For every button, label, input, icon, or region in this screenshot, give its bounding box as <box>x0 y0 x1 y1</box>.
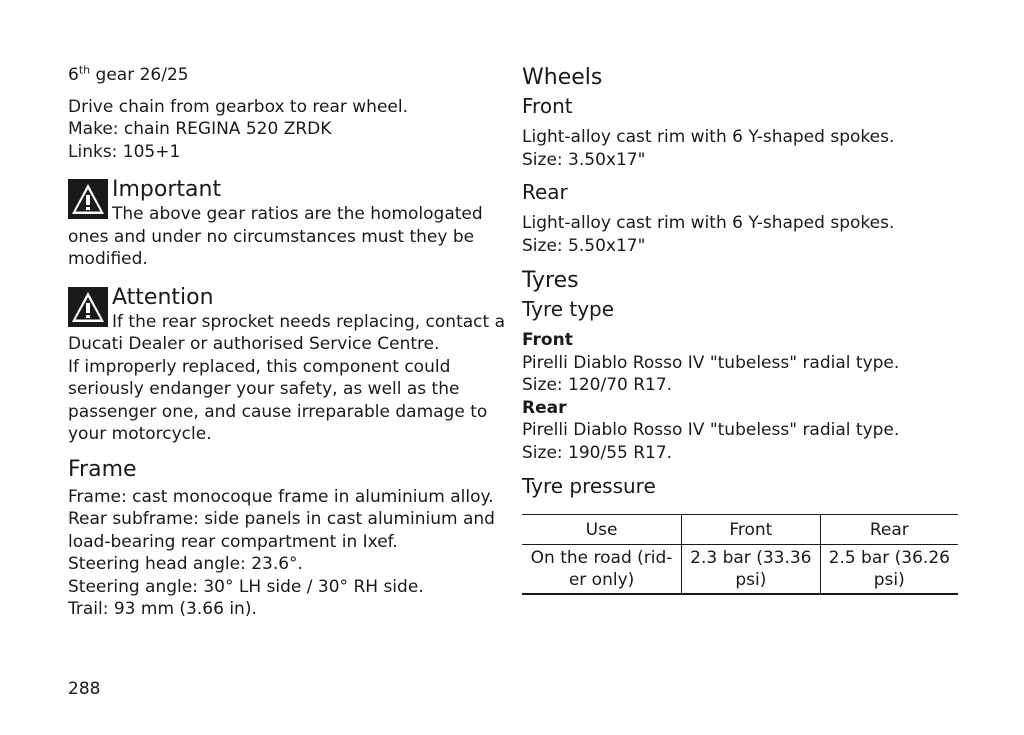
attention-notice <box>68 284 506 446</box>
wheels-rear-subheading: Rear <box>522 180 568 204</box>
cell-line: er only) <box>568 570 635 590</box>
chain-line: Drive chain from gearbox to rear wheel. <box>68 96 408 117</box>
frame-spec-line: Trail: 93 mm (3.66 in). <box>68 599 257 619</box>
wheels-heading: Wheels <box>522 65 603 90</box>
attention-text: If improperly replaced, this component could <box>68 356 451 377</box>
tyres-heading: Tyres <box>522 268 579 293</box>
table-header-row <box>522 515 958 545</box>
attention-text: If the rear sprocket needs replacing, contact a <box>112 311 506 332</box>
frame-section <box>68 456 500 621</box>
wheels-front-line: Light-alloy cast rim with 6 Y-shaped spokes. <box>522 127 895 147</box>
important-title: Important <box>112 177 222 202</box>
warning-triangle-icon <box>68 287 108 327</box>
gear-ordinal-suffix: th <box>78 63 91 77</box>
column-header-front: Front <box>682 515 820 545</box>
table-cell-front <box>682 545 820 595</box>
gear-number: 6 <box>68 65 79 85</box>
attention-text: passenger one, and cause irreparable damage to <box>68 401 488 422</box>
left-column <box>68 63 506 621</box>
cell-line: 2.5 bar (36.26 <box>828 548 950 568</box>
tyre-rear-label: Rear <box>522 397 567 418</box>
table-row <box>522 545 958 595</box>
tyre-type-subheading: Tyre type <box>522 297 615 321</box>
important-text: The above gear ratios are the homologated <box>112 204 483 224</box>
important-notice <box>68 177 500 271</box>
page-number: 288 <box>68 679 101 699</box>
table-cell-use <box>522 545 682 595</box>
chain-line: Make: chain REGINA 520 ZRDK <box>68 119 332 139</box>
attention-text: seriously endanger your safety, as well as the <box>68 379 460 399</box>
wheels-section <box>522 64 958 257</box>
tyre-rear-line: Pirelli Diablo Rosso IV "tubeless" radial type. <box>522 420 900 440</box>
column-header-rear: Rear <box>869 519 909 540</box>
wheels-front-subheading: Front <box>522 94 573 118</box>
wheels-front-spec <box>522 126 958 171</box>
frame-spec-line: load-bearing rear compartment in Ixef. <box>68 531 398 552</box>
attention-text: your motorcycle. <box>68 424 212 444</box>
cell-line: 2.3 bar (33.36 <box>690 548 812 568</box>
wheels-rear-line: Light-alloy cast rim with 6 Y-shaped spokes. <box>522 213 895 233</box>
table-cell-rear <box>820 545 958 595</box>
wheels-rear-spec <box>522 212 958 257</box>
frame-spec-line: Rear subframe: side panels in cast aluminium and <box>68 509 495 529</box>
attention-text: Ducati Dealer or authorised Service Centre. <box>68 334 440 354</box>
tyre-pressure-subheading: Tyre pressure <box>522 474 656 498</box>
important-text: modified. <box>68 249 148 269</box>
column-header-use: Use <box>522 515 682 545</box>
gear-ratio-text: gear 26/25 <box>90 65 189 85</box>
frame-spec-line: Steering head angle: 23.6°. <box>68 554 303 574</box>
tyre-front-line: Pirelli Diablo Rosso IV "tubeless" radial type. <box>522 352 900 373</box>
cell-line: psi) <box>735 570 767 590</box>
gear-ratio-line <box>68 64 500 87</box>
cell-line: psi) <box>873 570 905 590</box>
wheels-front-line: Size: 3.50x17" <box>522 149 646 170</box>
frame-spec-line: Steering angle: 30° LH side / 30° RH side. <box>68 576 424 597</box>
wheels-rear-line: Size: 5.50x17" <box>522 235 646 256</box>
tyre-pressure-table <box>522 514 958 595</box>
important-text: ones and under no circumstances must they be <box>68 226 475 247</box>
tyre-front-label: Front <box>522 330 573 350</box>
chain-line: Links: 105+1 <box>68 141 181 162</box>
warning-triangle-icon <box>68 179 108 219</box>
frame-spec-line: Frame: cast monocoque frame in aluminium alloy. <box>68 486 494 507</box>
chain-info <box>68 96 500 164</box>
tyres-section <box>522 267 958 498</box>
cell-line: On the road (rid- <box>530 548 673 568</box>
frame-heading: Frame <box>68 456 137 482</box>
tyre-rear-line: Size: 190/55 R17. <box>522 442 673 463</box>
right-column <box>522 64 958 595</box>
tyre-front-line: Size: 120/70 R17. <box>522 375 673 395</box>
attention-title: Attention <box>112 284 214 310</box>
